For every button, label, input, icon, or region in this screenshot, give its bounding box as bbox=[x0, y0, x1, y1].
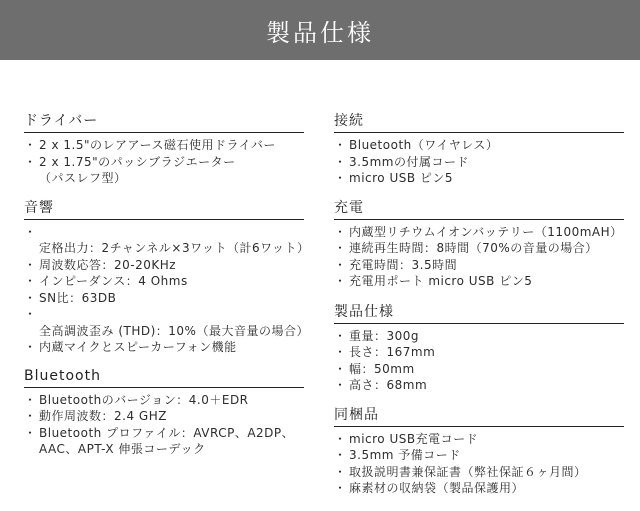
list-item: ・ 3.5mmの付属コード bbox=[334, 154, 624, 171]
list-item: ・ 内蔵マイクとスピーカーフォン機能 bbox=[24, 339, 304, 356]
list-item: ・ Bluetooth（ワイヤレス） bbox=[334, 137, 624, 154]
section-acoustics bbox=[24, 199, 310, 356]
list-item: ・ 周波数応答：20-20KHz bbox=[24, 257, 304, 274]
list-item: ・ 充電時間：3.5時間 bbox=[334, 257, 624, 274]
section-product-specs bbox=[334, 304, 624, 394]
list-item: ・ Bluetoothのバージョン：4.0＋EDR bbox=[24, 392, 304, 409]
section-title: 製品仕様 bbox=[334, 304, 624, 324]
left-column bbox=[24, 113, 310, 472]
section-title: 音響 bbox=[24, 200, 304, 220]
section-connection bbox=[334, 113, 624, 187]
list-item: ・ 内蔵型リチウムイオンバッテリー（1100mAH） bbox=[334, 224, 624, 241]
list-item: ・ micro USB ピン5 bbox=[334, 170, 624, 187]
right-column bbox=[334, 113, 624, 511]
section-bluetooth bbox=[24, 368, 304, 458]
list-item: ・ 高さ：68mm bbox=[334, 377, 624, 394]
section-included-items bbox=[334, 407, 624, 497]
list-item: ・ インピーダンス：4 Ohms bbox=[24, 273, 304, 290]
list-item: ・ 充電用ポート micro USB ピン5 bbox=[334, 273, 624, 290]
section-title: ドライバー bbox=[24, 113, 304, 133]
list-item: ・ 重量：300g bbox=[334, 328, 624, 345]
list-item: ・ 3.5mm 予備コード bbox=[334, 447, 624, 464]
list-item: ・ 2 x 1.5"のレアアース磁石使用ドライバー bbox=[24, 137, 304, 154]
page-title: 製品仕様 bbox=[266, 18, 374, 47]
section-title: 充電 bbox=[334, 200, 624, 220]
list-item: ・ 麻素材の収納袋（製品保護用） bbox=[334, 480, 624, 497]
header-bar bbox=[0, 0, 640, 60]
section-charging bbox=[334, 200, 624, 290]
section-title: Bluetooth bbox=[24, 368, 304, 388]
list-item: ・ SN比：63DB bbox=[24, 290, 304, 307]
section-title: 同梱品 bbox=[334, 407, 624, 427]
section-title: 接続 bbox=[334, 113, 624, 133]
list-item: ・ 連続再生時間：8時間（70%の音量の場合） bbox=[334, 240, 624, 257]
list-item: ・ micro USB充電コード bbox=[334, 431, 624, 448]
section-driver bbox=[24, 113, 304, 187]
list-item-continuation: （パスレフ型） bbox=[39, 171, 127, 185]
list-item: ・ 取扱説明書兼保証書（弊社保証６ヶ月間） bbox=[334, 464, 624, 481]
list-item: ・ 全高調波歪み (THD)：10%（最大音量の場合） bbox=[24, 306, 304, 339]
list-item: ・ 2 x 1.75"のパッシブラジエーター bbox=[24, 154, 304, 171]
list-item: ・ Bluetooth プロファイル：AVRCP、A2DP、AAC、APT-X 伸張コーデック bbox=[24, 425, 304, 458]
list-item: ・ 動作周波数：2.4 GHZ bbox=[24, 408, 304, 425]
list-item: ・ 長さ：167mm bbox=[334, 344, 624, 361]
list-item: ・ 幅：50mm bbox=[334, 361, 624, 378]
list-item: ・ 定格出力：2チャンネル×3ワット（計6ワット） bbox=[24, 224, 304, 257]
